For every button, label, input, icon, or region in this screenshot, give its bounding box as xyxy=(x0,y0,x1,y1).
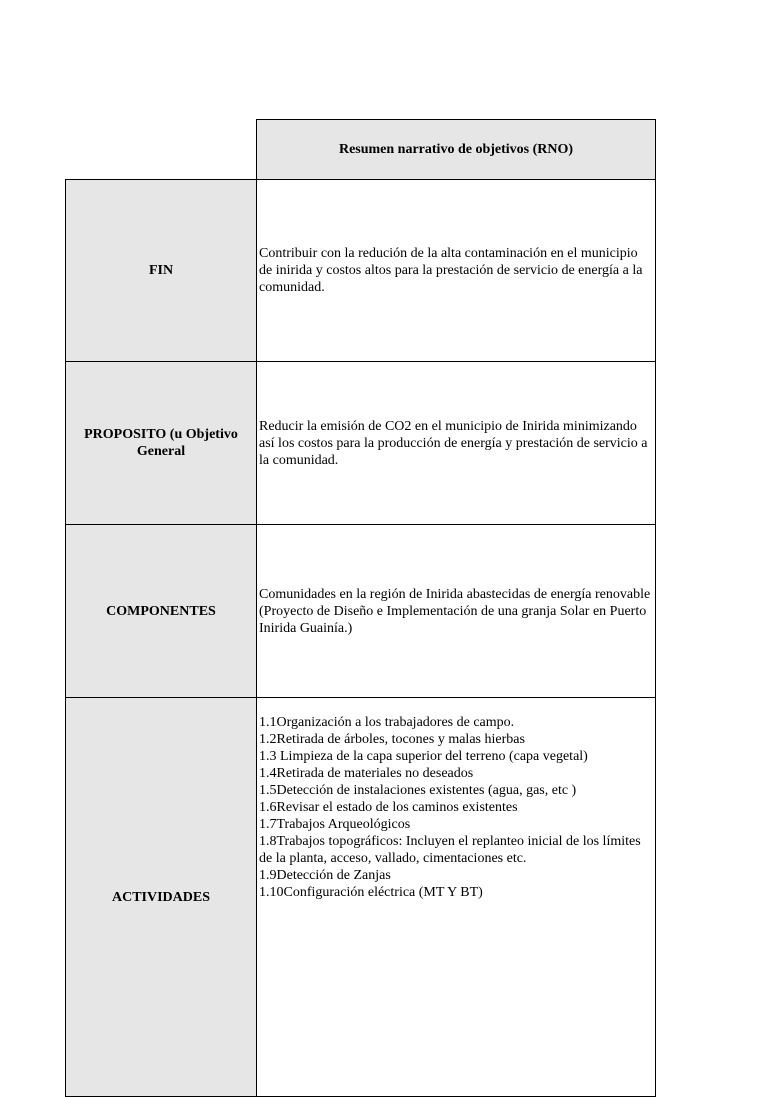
list-item: 1.3 Limpieza de la capa superior del terreno (capa vegetal) xyxy=(259,749,588,764)
activities-list xyxy=(259,714,653,901)
list-item: 1.6Revisar el estado de los caminos existentes xyxy=(259,800,518,815)
row-content-text: Reducir la emisión de CO2 en el municipio de Inirida minimizando así los costos para la producción de energía y prestación de servicio a la comunidad. xyxy=(259,418,648,468)
row-label-proposito xyxy=(65,361,257,525)
row-label-text: COMPONENTES xyxy=(106,603,216,619)
list-item: 1.1Organización a los trabajadores de campo. xyxy=(259,715,515,730)
list-item: 1.8Trabajos topográficos: Incluyen el replanteo inicial de los límites de la planta, acceso, vallado, cimentaciones etc. xyxy=(259,834,641,866)
list-item: 1.9Detección de Zanjas xyxy=(259,868,391,883)
table-header-text: Resumen narrativo de objetivos (RNO) xyxy=(338,141,574,157)
row-content-fin xyxy=(256,179,656,362)
row-label-fin xyxy=(65,179,257,362)
row-label-actividades xyxy=(65,697,257,1097)
row-label-text: FIN xyxy=(148,263,174,278)
row-content-text: Contribuir con la redución de la alta contaminación en el municipio de inirida y costos altos para la prestación de servicio de energía a la comunidad. xyxy=(259,246,643,295)
list-item: 1.10Configuración eléctrica (MT Y BT) xyxy=(259,885,483,900)
list-item: 1.5Detección de instalaciones existentes (agua, gas, etc ) xyxy=(259,783,577,798)
list-item: 1.4Retirada de materiales no deseados xyxy=(259,766,474,781)
row-content-actividades xyxy=(256,697,656,1097)
row-content-componentes xyxy=(256,524,656,698)
list-item: 1.7Trabajos Arqueológicos xyxy=(259,817,411,832)
table-header-rno xyxy=(256,119,656,180)
row-content-text: Comunidades en la región de Inirida abastecidas de energía renovable (Proyecto de Diseño e Implementación de una granja Solar en Puerto Inirida Guainía.) xyxy=(259,586,651,636)
row-label-text: ACTIVIDADES xyxy=(111,889,211,905)
row-content-proposito xyxy=(256,361,656,525)
list-item: 1.2Retirada de árboles, tocones y malas hierbas xyxy=(259,732,525,747)
row-label-componentes xyxy=(65,524,257,698)
row-label-text: PROPOSITO (u Objetivo General xyxy=(84,427,238,459)
